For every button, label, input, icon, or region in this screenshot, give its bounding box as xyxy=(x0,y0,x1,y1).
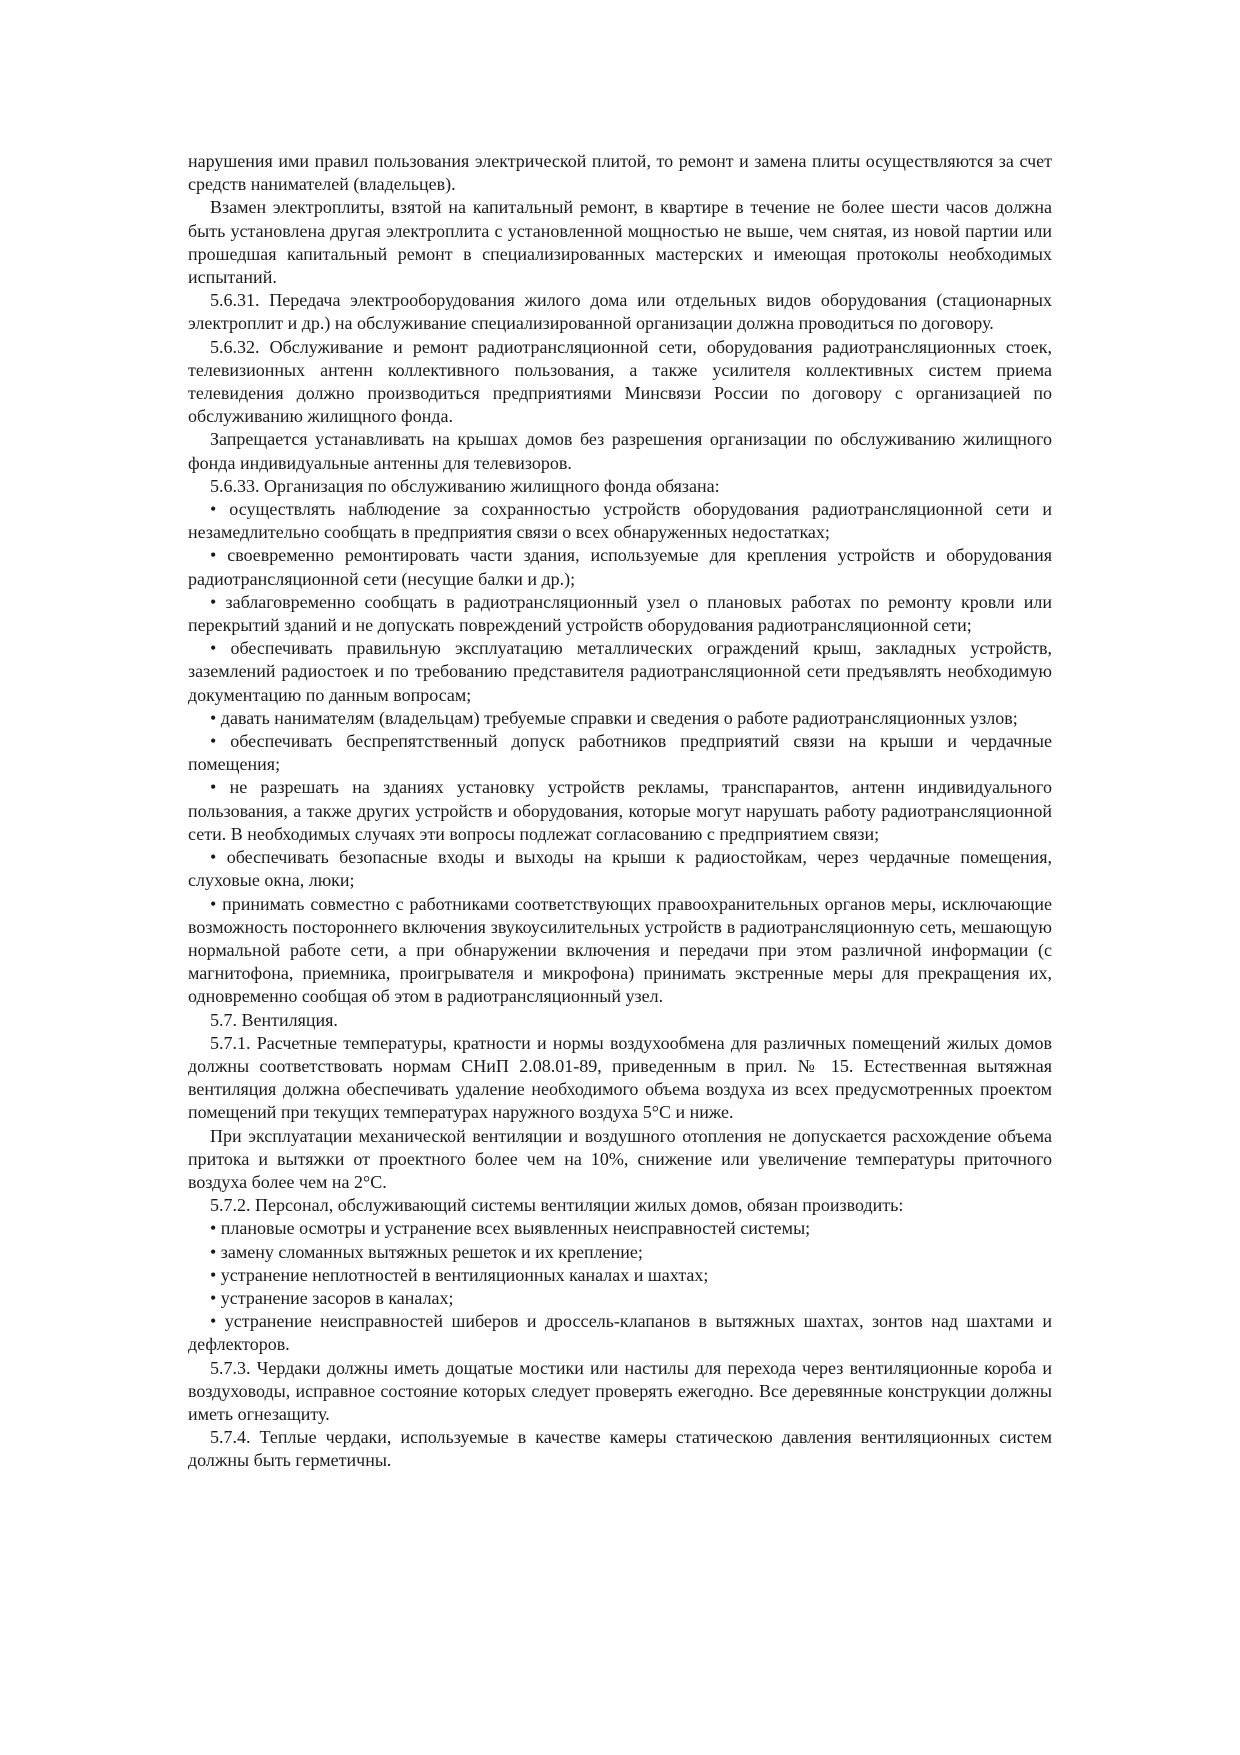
paragraph: 5.7.2. Персонал, обслуживающий системы вентиляции жилых домов, обязан производить: xyxy=(210,1195,904,1216)
list-item: • обеспечивать безопасные входы и выходы на крыши к радиостойкам, через чердачные помещения, слуховые окна, люки; xyxy=(188,847,1052,891)
list-item: • устранение неплотностей в вентиляционных каналах и шахтах; xyxy=(210,1264,709,1285)
list-item: • устранение засоров в каналах; xyxy=(210,1287,454,1308)
section-heading: 5.7. Вентиляция. xyxy=(210,1009,338,1030)
list-item: • заблаговременно сообщать в радиотрансляционный узел о плановых работах по ремонту кровли или перекрытий зданий и не допускать повреждений устройств оборудования радиотрансляционной сети; xyxy=(188,591,1052,636)
list-item: • обеспечивать беспрепятственный допуск работников предприятий связи на крыши и чердачные помещения; xyxy=(188,731,1052,775)
list-item: • плановые осмотры и устранение всех выявленных неисправностей системы; xyxy=(210,1218,811,1239)
paragraph: 5.6.32. Обслуживание и ремонт радиотрансляционной сети, оборудования радиотрансляционных стоек, телевизионных антенн коллективного пользования, а также усилителя коллективных систем приема телевидения должно производиться предприятиями Минсвязи России по договору с организацией по обслуживанию жилищного фонда. xyxy=(188,336,1052,427)
paragraph: При эксплуатации механической вентиляции и воздушного отопления не допускается расхождение объема притока и вытяжки от проектного более чем на 10%, снижение или увеличение температуры приточного воздуха более чем на 2°С. xyxy=(188,1125,1052,1192)
list-item: • принимать совместно с работниками соответствующих правоохранительных органов меры, исключающие возможность постороннего включения звукоусилительных устройств в радиотрансляционную сеть, мешающую нормальной работе сети, а при обнаружении включения и передачи при этом различной информации (с магнитофона, приемника, проигрывателя и микрофона) принимать экстренные меры для прекращения их, одновременно сообщая об этом в радиотрансляционный узел. xyxy=(188,893,1052,1007)
list-item: • своевременно ремонтировать части здания, используемые для крепления устройств и оборудования радиотрансляционной сети (несущие балки и др.); xyxy=(188,545,1052,589)
list-item: • осуществлять наблюдение за сохранностью устройств оборудования радиотрансляционной сети и незамедлительно сообщать в предприятия связи о всех обнаруженных недостатках; xyxy=(188,499,1052,543)
list-item: • не разрешать на зданиях установку устройств рекламы, транспарантов, антенн индивидуального пользования, а также других устройств и оборудования, которые могут нарушать работу радиотрансляционной сети. В необходимых случаях эти вопросы подлежат согласованию с предприятием связи; xyxy=(188,777,1052,844)
paragraph: Запрещается устанавливать на крышах домов без разрешения организации по обслуживанию жилищного фонда индивидуальные антенны для телевизоров. xyxy=(188,429,1052,473)
paragraph: 5.7.3. Чердаки должны иметь дощатые мостики или настилы для перехода через вентиляционные короба и воздуховоды, исправное состояние которых следует проверять ежегодно. Все деревянные конструкции должны иметь огнезащиту. xyxy=(188,1357,1052,1424)
paragraph: 5.7.4. Теплые чердаки, используемые в качестве камеры статическою давления вентиляционных систем должны быть герметичны. xyxy=(188,1427,1052,1471)
paragraph: Взамен электроплиты, взятой на капитальный ремонт, в квартире в течение не более шести часов должна быть установлена другая электроплита с установленной мощностью не выше, чем снятая, из новой партии или прошедшая капитальный ремонт в специализированных мастерских и имеющая протоколы необходимых испытаний. xyxy=(188,197,1052,288)
paragraph: нарушения ими правил пользования электрической плитой, то ремонт и замена плиты осуществляются за счет средств нанимателей (владельцев). xyxy=(188,151,1052,195)
paragraph: 5.6.33. Организация по обслуживанию жилищного фонда обязана: xyxy=(210,475,720,496)
list-item: • давать нанимателям (владельцам) требуемые справки и сведения о работе радиотрансляционных узлов; xyxy=(210,707,1018,728)
list-item: • устранение неисправностей шиберов и дроссель-клапанов в вытяжных шахтах, зонтов над шахтами и дефлекторов. xyxy=(188,1311,1052,1355)
list-item: • замену сломанных вытяжных решеток и их крепление; xyxy=(210,1241,643,1262)
paragraph: 5.7.1. Расчетные температуры, кратности и нормы воздухообмена для различных помещений жилых домов должны соответствовать нормам СНиП 2.08.01-89, приведенным в прил. № 15. Естественная вытяжная вентиляция должна обеспечивать удаление необходимого объема воздуха из всех предусмотренных проектом помещений при текущих температурах наружного воздуха 5°С и ниже. xyxy=(188,1032,1052,1123)
paragraph: 5.6.31. Передача электрооборудования жилого дома или отдельных видов оборудования (стационарных электроплит и др.) на обслуживание специализированной организации должна проводиться по договору. xyxy=(188,290,1052,334)
list-item: • обеспечивать правильную эксплуатацию металлических ограждений крыш, закладных устройств, заземлений радиостоек и по требованию представителя радиотрансляционной сети предъявлять необходимую документацию по данным вопросам; xyxy=(188,638,1052,705)
document-page xyxy=(188,150,1052,1473)
